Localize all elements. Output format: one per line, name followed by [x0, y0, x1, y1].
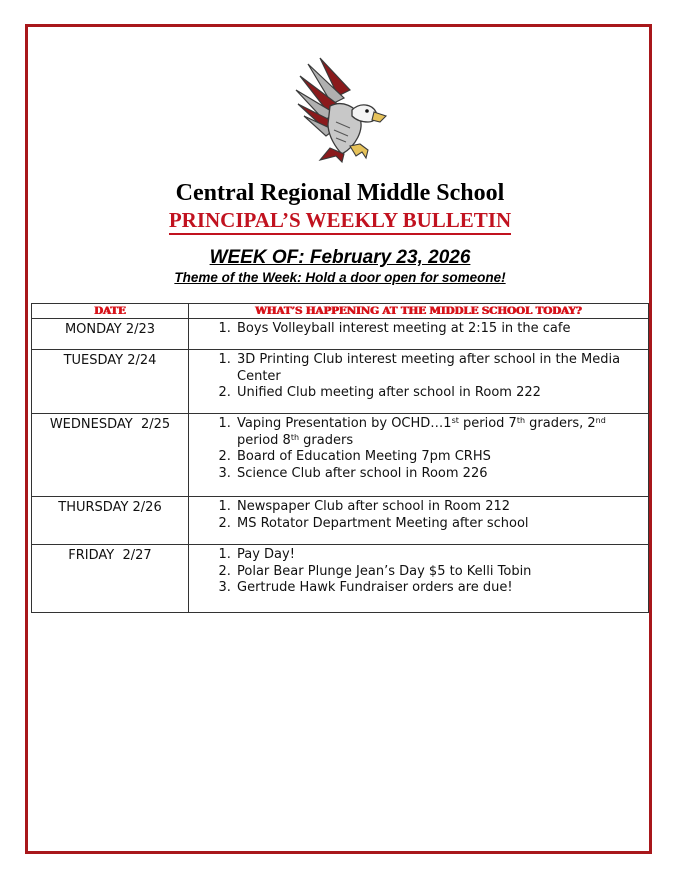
day-cell: MONDAY 2/23	[32, 319, 189, 350]
events-list	[189, 547, 642, 597]
events-cell	[189, 319, 649, 350]
list-item	[235, 416, 642, 449]
text-segment: graders, 2	[525, 416, 596, 431]
events-cell	[189, 350, 649, 414]
schedule-table	[31, 303, 649, 613]
list-item: 2. Board of Education Meeting 7pm CRHS	[235, 449, 642, 466]
events-cell	[189, 414, 649, 497]
events-list	[189, 352, 642, 402]
day-cell: THURSDAY 2/26	[32, 497, 189, 545]
list-item: 1. Newspaper Club after school in Room 212	[235, 499, 642, 516]
table-row	[32, 545, 649, 613]
day-cell: WEDNESDAY 2/25	[32, 414, 189, 497]
school-name: Central Regional Middle School	[175, 180, 505, 206]
ordinal-suffix: th	[290, 432, 300, 442]
text-segment: period 8	[237, 432, 291, 448]
text-segment: Vaping Presentation by OCHD…1	[237, 416, 452, 431]
week-of-heading: WEEK OF: February 23, 2026	[209, 247, 471, 268]
events-list	[189, 416, 642, 482]
list-item: 1. Boys Volleyball interest meeting at 2:15 in the cafe	[235, 321, 642, 338]
table-row	[32, 414, 649, 497]
theme-of-week: Theme of the Week: Hold a door open for someone!	[174, 270, 506, 285]
table-row	[32, 497, 649, 545]
date-column-header: DATE	[32, 304, 189, 319]
eagle-mascot-icon	[290, 50, 390, 165]
list-item: 1. 3D Printing Club interest meeting after school in the Media Center	[235, 352, 642, 385]
day-cell: TUESDAY 2/24	[32, 350, 189, 414]
text-segment: period 7	[458, 416, 517, 431]
ordinal-suffix: th	[516, 416, 526, 425]
day-cell: FRIDAY 2/27	[32, 545, 189, 613]
list-item: 2. MS Rotator Department Meeting after school	[235, 516, 642, 533]
events-list	[189, 499, 642, 532]
list-item: 1. Pay Day!	[235, 547, 642, 564]
ordinal-suffix: nd	[595, 416, 606, 425]
events-cell	[189, 545, 649, 613]
table-header-row	[32, 304, 649, 319]
table-row	[32, 350, 649, 414]
bulletin-title: PRINCIPAL’S WEEKLY BULLETIN	[0, 208, 680, 233]
happening-column-header: WHAT’S HAPPENING AT THE MIDDLE SCHOOL TODAY?	[189, 304, 649, 319]
list-item: 3. Science Club after school in Room 226	[235, 466, 642, 483]
list-item: 3. Gertrude Hawk Fundraiser orders are due!	[235, 580, 642, 597]
list-item: 2. Unified Club meeting after school in Room 222	[235, 385, 642, 402]
table-row	[32, 319, 649, 350]
text-segment: graders	[299, 432, 354, 448]
ordinal-suffix: st	[451, 416, 459, 425]
list-item: 2. Polar Bear Plunge Jean’s Day $5 to Kelli Tobin	[235, 564, 642, 581]
events-list	[189, 321, 642, 338]
events-cell	[189, 497, 649, 545]
